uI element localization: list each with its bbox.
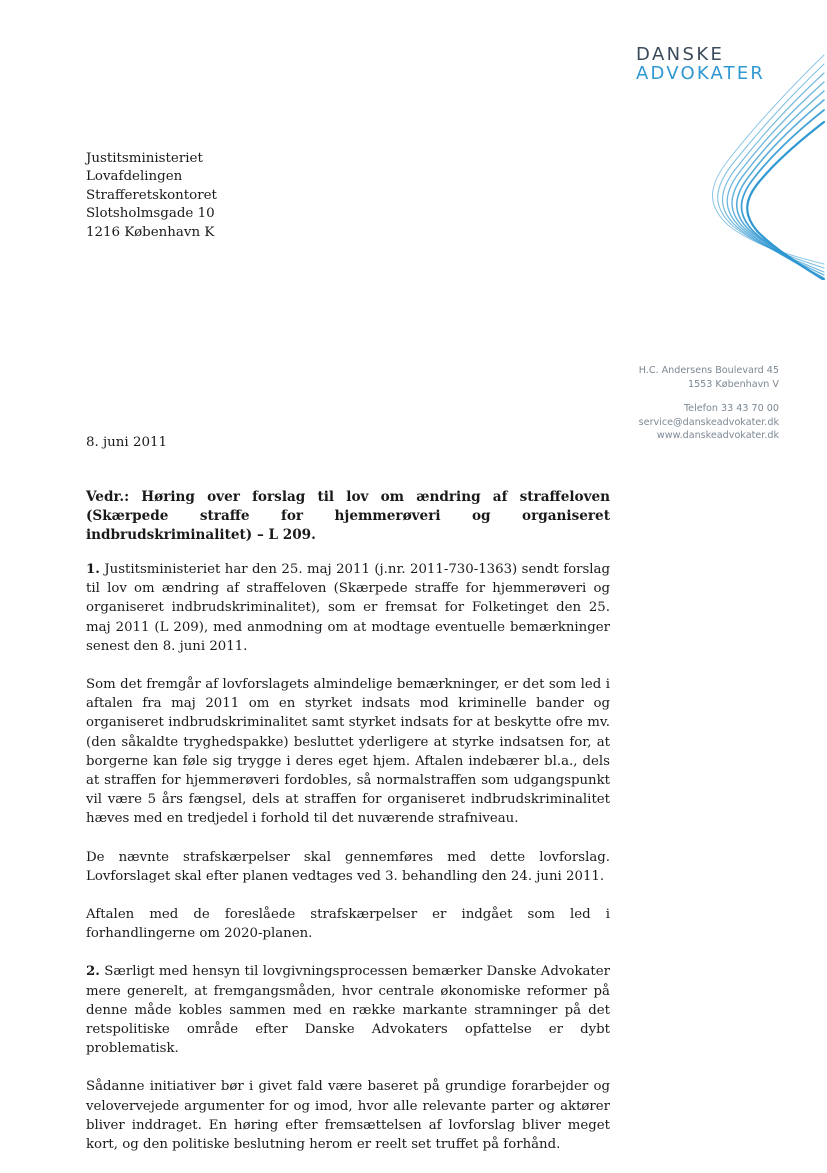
logo-text-advokater: ADVOKATER [636, 63, 766, 84]
body-paragraph [86, 1077, 610, 1154]
paragraph-text: Særligt med hensyn til lovgivningsprocessen bemærker Danske Advokater mere generelt, at fremgangsmåden, hvor centrale økonomiske reformer på denne måde kobles sammen med en række markante stramninger på det retspolitiske område efter Danske Advokaters opfattelse er dybt problematisk. [86, 964, 610, 1057]
recipient-line: 1216 København K [86, 224, 215, 240]
recipient-line: Slotsholmsgade 10 [86, 206, 215, 222]
paragraph-text: De nævnte strafskærpelser skal gennemføres med dette lovforslag. Lovforslaget skal efter planen vedtages ved 3. behandling den 24. juni 2011. [86, 849, 610, 884]
sender-phone: Telefon 33 43 70 00 [683, 403, 779, 415]
sender-website: www.danskeadvokater.dk [656, 430, 779, 442]
recipient-line: Lovafdelingen [86, 169, 183, 185]
letter-body [86, 488, 610, 1173]
sender-street: H.C. Andersens Boulevard 45 [638, 365, 779, 376]
logo-text-danske: DANSKE [636, 44, 725, 65]
paragraph-text: Sådanne initiativer bør i givet fald være baseret på grundige forarbejder og velovervejede argumenter for og imod, hvor alle relevante parter og aktører bliver inddraget. En høring efter fremsættelsen af lovforslag bliver meget kort, og den politiske beslutning herom er reelt set truffet på forhånd. [86, 1079, 610, 1153]
letter-date: 8. juni 2011 [86, 435, 168, 450]
subject-line: Vedr.: Høring over forslag til lov om ændring af straffeloven (Skærpede straffe for hjemmerøveri og organiseret indbrudskriminalitet) – L 209. [86, 489, 610, 543]
body-paragraph [86, 560, 610, 656]
danske-advokater-logo [628, 40, 827, 280]
paragraph-number: 1. [86, 562, 100, 577]
body-paragraph [86, 675, 610, 829]
paragraph-number: 2. [86, 964, 100, 980]
recipient-address [86, 150, 217, 242]
sender-contact-block [639, 364, 779, 443]
body-paragraph [86, 962, 610, 1058]
sender-email: service@danskeadvokater.dk [638, 416, 779, 428]
recipient-line: Strafferetskontoret [86, 187, 217, 203]
paragraph-text: Aftalen med de foreslåede strafskærpelser er indgået som led i forhandlingerne om 2020-planen. [86, 907, 610, 942]
recipient-line: Justitsministeriet [86, 151, 203, 166]
sender-spacer [639, 391, 779, 402]
body-paragraph [86, 905, 610, 943]
paragraph-text: Som det fremgår af lovforslagets almindelige bemærkninger, er det som led i aftalen fra maj 2011 om en styrket indsats mod kriminelle bander og organiseret indbrudskriminalitet samt styrket indsats for at beskytte ofre mv. (den såkaldte tryghedspakke) besluttet yderligere at styrke indsatsen for, at borgerne kan føle sig trygge i deres eget hjem. Aftalen indebærer bl.a., dels at straffen for hjemmerøveri fordobles, så normalstraffen som udgangspunkt vil være 5 års fængsel, dels at straffen for organiseret indbrudskriminalitet hæves med en tredjedel i forhold til det nuværende strafniveau. [86, 677, 610, 827]
paragraph-text: Justitsministeriet har den 25. maj 2011 (j.nr. 2011-730-1363) sendt forslag til lov om ændring af straffeloven (Skærpede straffe for hjemmerøveri og organiseret indbrudskriminalitet), som er fremsat for Folketinget den 25. maj 2011 (L 209), med anmodning om at modtage eventuelle bemærkninger senest den 8. juni 2011. [86, 562, 610, 654]
body-paragraph [86, 848, 610, 886]
sender-city: 1553 København V [687, 378, 779, 390]
